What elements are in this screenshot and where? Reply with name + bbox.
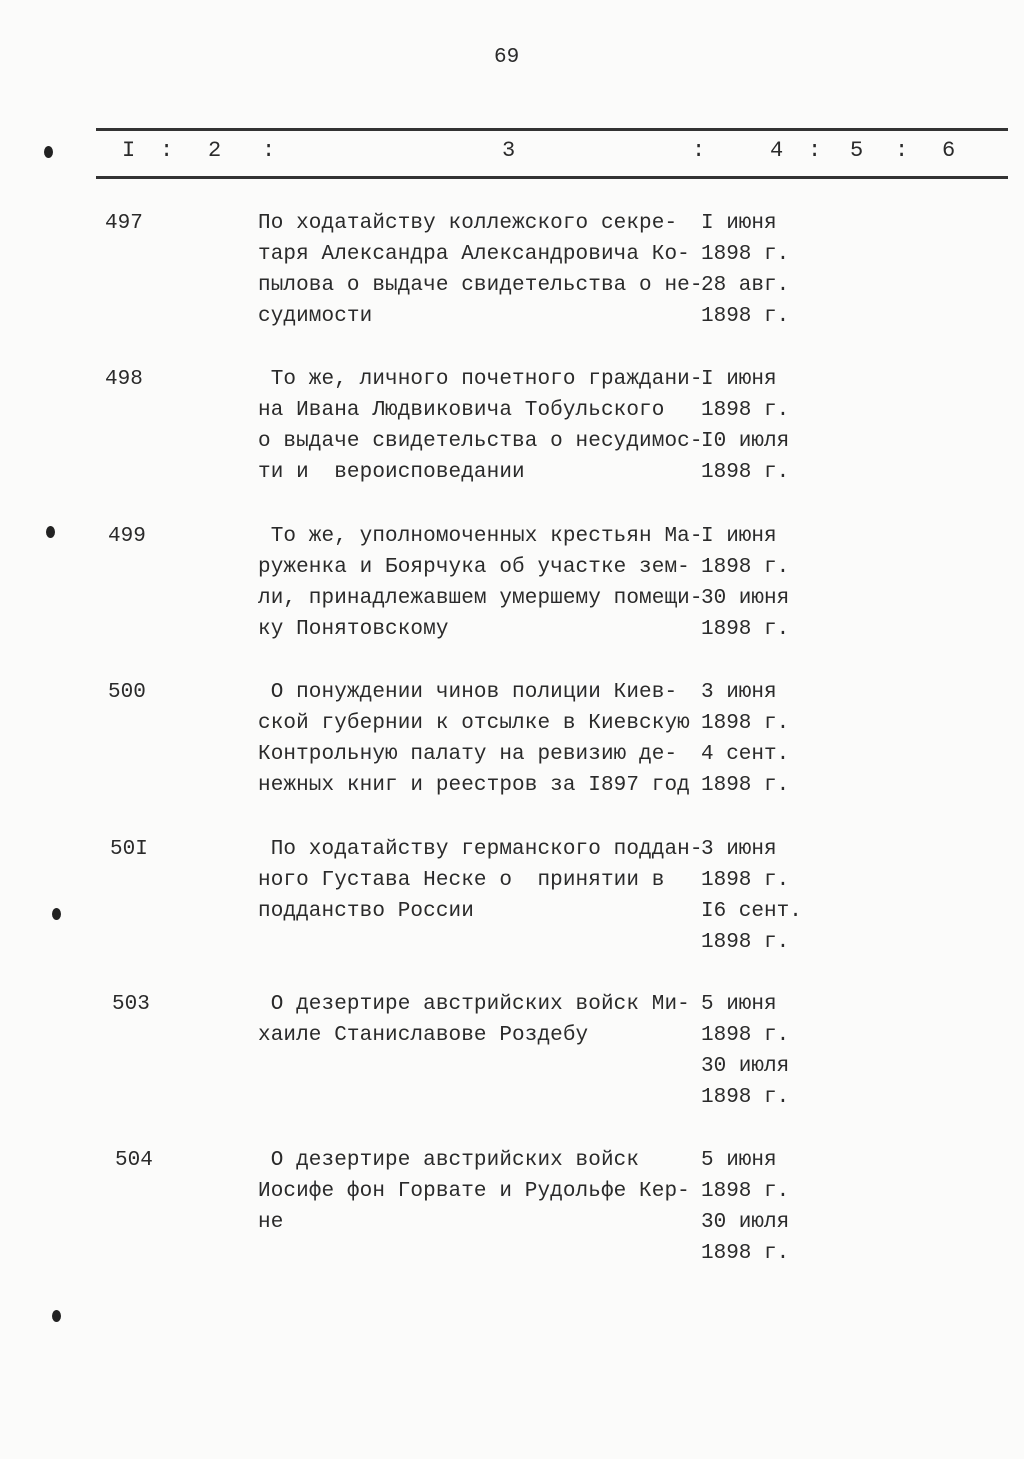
- record-date: 30 июня: [701, 587, 790, 610]
- record-date: 4 сент.: [701, 743, 790, 766]
- table-top-rule: [96, 128, 1008, 131]
- col-6-header: 6: [942, 138, 956, 163]
- col-separator: :: [808, 138, 822, 163]
- record-date: 1898 г.: [701, 869, 790, 892]
- col-separator: :: [692, 138, 706, 163]
- binding-hole-mark: [52, 1310, 61, 1322]
- col-1-header: I: [122, 138, 136, 163]
- record-date: 1898 г.: [701, 1086, 790, 1109]
- record-description-line: подданство России: [258, 900, 474, 923]
- record-number: 498: [105, 368, 143, 391]
- page-number: 69: [494, 46, 520, 69]
- col-separator: :: [262, 138, 276, 163]
- table-header-rule: [96, 176, 1008, 179]
- record-date: 1898 г.: [701, 774, 790, 797]
- record-date: I0 июля: [701, 430, 790, 453]
- col-4-header: 4: [770, 138, 784, 163]
- record-description-line: По ходатайству германского поддан-: [258, 838, 703, 861]
- record-description-line: о выдаче свидетельства о несудимос-: [258, 430, 703, 453]
- record-description-line: ли, принадлежавшем умершему помещи-: [258, 587, 703, 610]
- record-date: 1898 г.: [701, 243, 790, 266]
- record-date: 1898 г.: [701, 1180, 790, 1203]
- record-number: 504: [115, 1149, 153, 1172]
- record-description-line: не: [258, 1211, 284, 1234]
- record-number: 503: [112, 993, 150, 1016]
- col-2-header: 2: [208, 138, 222, 163]
- binding-hole-mark: [46, 526, 55, 538]
- record-description-line: ного Густава Неске о принятии в: [258, 869, 665, 892]
- record-description-line: ской губернии к отсылке в Киевскую: [258, 712, 690, 735]
- record-number: 497: [105, 212, 143, 235]
- record-date: 1898 г.: [701, 1024, 790, 1047]
- record-description-line: ку Понятовскому: [258, 618, 449, 641]
- record-date: I июня: [701, 368, 777, 391]
- record-description-line: руженка и Боярчука об участке зем-: [258, 556, 690, 579]
- col-separator: :: [895, 138, 909, 163]
- record-date: 1898 г.: [701, 305, 790, 328]
- record-number: 50I: [110, 838, 148, 861]
- record-description-line: пылова о выдаче свидетельства о не-: [258, 274, 703, 297]
- record-description-line: Контрольную палату на ревизию де-: [258, 743, 678, 766]
- col-3-header: 3: [502, 138, 516, 163]
- record-date: 30 июля: [701, 1055, 790, 1078]
- record-description-line: О дезертире австрийских войск Ми-: [258, 993, 690, 1016]
- record-entry: [0, 368, 1024, 508]
- record-description-line: То же, уполномоченных крестьян Ма-: [258, 525, 703, 548]
- record-entry: [0, 993, 1024, 1133]
- record-date: 28 авг.: [701, 274, 790, 297]
- record-date: 1898 г.: [701, 1242, 790, 1265]
- record-date: 5 июня: [701, 993, 777, 1016]
- record-date: 3 июня: [701, 838, 777, 861]
- record-date: 1898 г.: [701, 556, 790, 579]
- record-description-line: По ходатайству коллежского секре-: [258, 212, 678, 235]
- col-5-header: 5: [850, 138, 864, 163]
- record-date: 1898 г.: [701, 712, 790, 735]
- record-date: 5 июня: [701, 1149, 777, 1172]
- record-description-line: нежных книг и реестров за I897 год: [258, 774, 690, 797]
- record-description-line: хаиле Станиславове Роздебу: [258, 1024, 589, 1047]
- record-number: 500: [108, 681, 146, 704]
- record-description-line: О понуждении чинов полиции Киев-: [258, 681, 678, 704]
- record-date: 1898 г.: [701, 399, 790, 422]
- record-date: 1898 г.: [701, 618, 790, 641]
- record-date: 3 июня: [701, 681, 777, 704]
- record-date: I6 сент.: [701, 900, 802, 923]
- record-description-line: То же, личного почетного граждани-: [258, 368, 703, 391]
- record-entry: [0, 1149, 1024, 1289]
- record-entry: [0, 525, 1024, 665]
- binding-hole-mark: [44, 146, 53, 158]
- record-description-line: на Ивана Людвиковича Тобульского: [258, 399, 665, 422]
- record-date: I июня: [701, 525, 777, 548]
- record-description-line: судимости: [258, 305, 373, 328]
- record-date: 1898 г.: [701, 461, 790, 484]
- col-separator: :: [160, 138, 174, 163]
- record-description-line: ти и вероисповедании: [258, 461, 525, 484]
- record-entry: [0, 681, 1024, 821]
- record-date: 1898 г.: [701, 931, 790, 954]
- record-date: 30 июля: [701, 1211, 790, 1234]
- binding-hole-mark: [52, 908, 61, 920]
- record-entry: [0, 212, 1024, 352]
- record-number: 499: [108, 525, 146, 548]
- record-description-line: тaря Александра Александровича Ко-: [258, 243, 690, 266]
- record-description-line: О дезертире австрийских войск: [258, 1149, 640, 1172]
- record-entry: [0, 838, 1024, 978]
- record-description-line: Иосифе фон Горвате и Рудольфе Кер-: [258, 1180, 690, 1203]
- record-date: I июня: [701, 212, 777, 235]
